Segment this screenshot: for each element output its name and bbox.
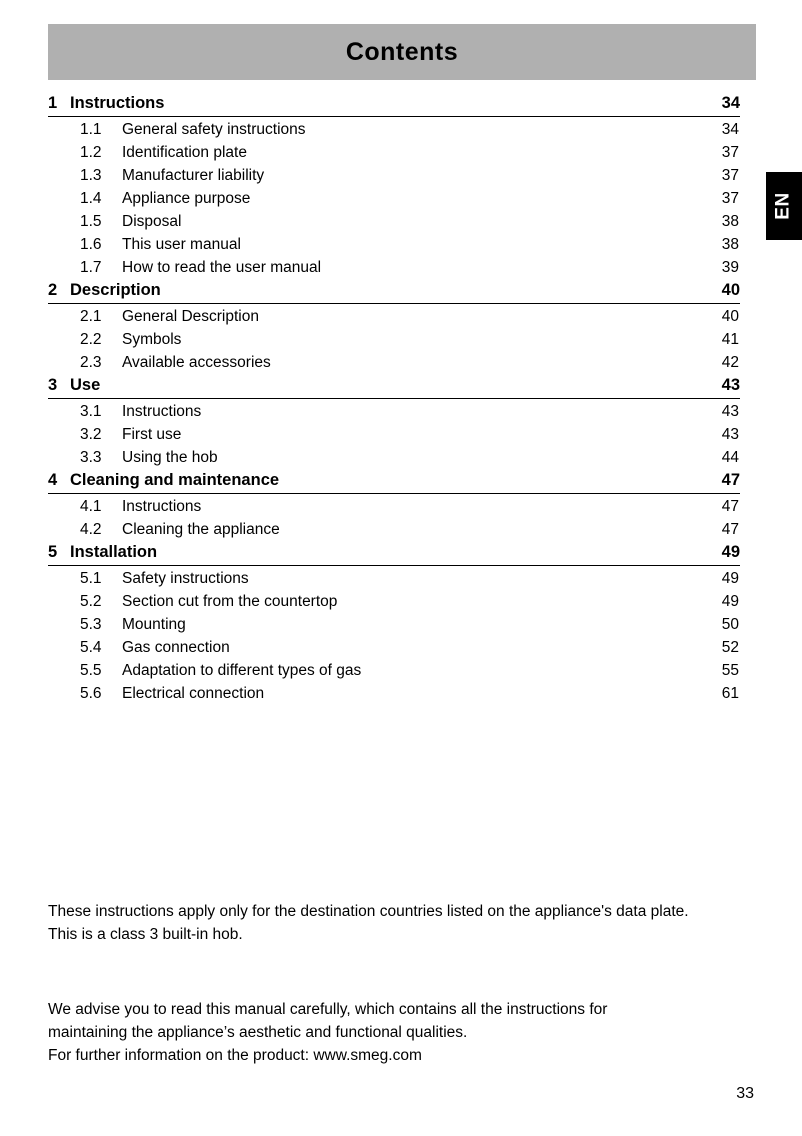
toc-entry-title: Symbols <box>122 330 182 348</box>
notes-block <box>48 900 760 1067</box>
toc-entry-title: Appliance purpose <box>122 189 251 207</box>
toc-entry-number: 5.2 <box>80 592 102 610</box>
toc-entry-title: Gas connection <box>122 638 230 656</box>
toc-entry-number: 2.2 <box>80 330 102 348</box>
toc-entry-page: 49 <box>721 592 739 610</box>
toc-chapter-number: 4 <box>48 471 58 489</box>
toc-entry-page: 52 <box>721 638 739 656</box>
toc-entry[interactable] <box>48 446 740 469</box>
toc-chapter-number: 2 <box>48 281 58 299</box>
toc-entry-title: Adaptation to different types of gas <box>122 661 362 679</box>
toc-chapter-number: 5 <box>48 543 58 561</box>
toc-entry[interactable] <box>48 495 740 518</box>
toc-entry-number: 5.5 <box>80 661 102 679</box>
toc-entry-title: Instructions <box>122 497 202 515</box>
toc-entry-title: Identification plate <box>122 143 247 161</box>
toc-entry-number: 5.6 <box>80 684 102 702</box>
toc-entry-page: 38 <box>721 235 739 253</box>
note-line-3: We advise you to read this manual carefully, which contains all the instructions for <box>48 1001 608 1018</box>
toc-chapter-page: 34 <box>721 94 740 112</box>
toc-entry-number: 4.2 <box>80 520 102 538</box>
toc-entry-title: General Description <box>122 307 259 325</box>
toc-chapter[interactable] <box>48 469 740 494</box>
notes-spacer <box>48 946 760 998</box>
toc-entry-number: 1.3 <box>80 166 102 184</box>
toc-entry[interactable] <box>48 659 740 682</box>
toc-entry-number: 3.1 <box>80 402 102 420</box>
toc-entry-number: 5.4 <box>80 638 102 656</box>
toc-entry-title: Instructions <box>122 402 202 420</box>
toc-chapter-title: Installation <box>70 543 158 561</box>
page-title: Contents <box>345 37 459 66</box>
toc-entry-page: 37 <box>721 166 739 184</box>
toc-entry[interactable] <box>48 233 740 256</box>
toc-entry-number: 2.3 <box>80 353 102 371</box>
language-tab-en <box>766 172 802 240</box>
toc-entry-page: 42 <box>721 353 739 371</box>
toc-entry[interactable] <box>48 256 740 279</box>
toc-entry-number: 2.1 <box>80 307 102 325</box>
toc-entry-title: Disposal <box>122 212 182 230</box>
toc-entry-title: Available accessories <box>122 353 271 371</box>
toc-entry[interactable] <box>48 400 740 423</box>
toc-chapter-page: 49 <box>721 543 740 561</box>
toc-entry-title: How to read the user manual <box>122 258 322 276</box>
toc-entry-title: Manufacturer liability <box>122 166 265 184</box>
toc-chapter[interactable] <box>48 92 740 117</box>
toc-chapter-title: Instructions <box>70 94 165 112</box>
note-line-1: These instructions apply only for the destination countries listed on the appliance's data plate. <box>48 903 689 920</box>
toc-entry[interactable] <box>48 118 740 141</box>
toc-entry-number: 1.6 <box>80 235 102 253</box>
toc-entry[interactable] <box>48 305 740 328</box>
toc-entry-number: 3.3 <box>80 448 102 466</box>
toc-entry-title: First use <box>122 425 182 443</box>
toc-chapter-page: 47 <box>721 471 740 489</box>
toc-entry-page: 40 <box>721 307 739 325</box>
toc-entry-title: Using the hob <box>122 448 218 466</box>
toc-entry[interactable] <box>48 328 740 351</box>
toc-entry-page: 43 <box>721 402 739 420</box>
toc-entry-number: 5.3 <box>80 615 102 633</box>
toc-entry-page: 34 <box>721 120 739 138</box>
toc-entry[interactable] <box>48 518 740 541</box>
note-line-5: For further information on the product: www.smeg.com <box>48 1047 422 1064</box>
note-line-4: maintaining the appliance’s aesthetic and functional qualities. <box>48 1024 468 1041</box>
toc-chapter-title: Use <box>70 376 101 394</box>
language-tab-label: EN <box>773 192 794 220</box>
toc-entry-number: 1.4 <box>80 189 102 207</box>
toc-entry-number: 5.1 <box>80 569 102 587</box>
toc-entry[interactable] <box>48 423 740 446</box>
toc-entry[interactable] <box>48 567 740 590</box>
toc-entry-number: 1.1 <box>80 120 102 138</box>
toc-entry[interactable] <box>48 164 740 187</box>
toc-entry-number: 4.1 <box>80 497 102 515</box>
table-of-contents <box>48 92 740 705</box>
toc-entry-number: 1.5 <box>80 212 102 230</box>
note-line-2: This is a class 3 built-in hob. <box>48 926 243 943</box>
toc-entry[interactable] <box>48 682 740 705</box>
toc-entry[interactable] <box>48 351 740 374</box>
toc-entry-title: Electrical connection <box>122 684 265 702</box>
toc-entry[interactable] <box>48 613 740 636</box>
page-number: 33 <box>736 1085 754 1102</box>
toc-entry-title: Safety instructions <box>122 569 249 587</box>
toc-entry-page: 49 <box>721 569 739 587</box>
toc-entry-page: 41 <box>721 330 739 348</box>
toc-entry-number: 1.2 <box>80 143 102 161</box>
toc-chapter-page: 40 <box>721 281 740 299</box>
toc-chapter[interactable] <box>48 374 740 399</box>
toc-entry[interactable] <box>48 590 740 613</box>
toc-entry[interactable] <box>48 187 740 210</box>
toc-chapter[interactable] <box>48 541 740 566</box>
toc-entry[interactable] <box>48 210 740 233</box>
toc-chapter-number: 1 <box>48 94 58 112</box>
toc-entry-page: 55 <box>721 661 739 679</box>
toc-entry-title: This user manual <box>122 235 241 253</box>
toc-chapter-title: Cleaning and maintenance <box>70 471 280 489</box>
toc-entry-title: Cleaning the appliance <box>122 520 280 538</box>
toc-entry-page: 38 <box>721 212 739 230</box>
toc-entry-page: 50 <box>721 615 739 633</box>
toc-entry-page: 37 <box>721 189 739 207</box>
toc-entry-title: Section cut from the countertop <box>122 592 338 610</box>
toc-entry-page: 47 <box>721 497 739 515</box>
toc-entry-title: General safety instructions <box>122 120 306 138</box>
toc-entry-page: 43 <box>721 425 739 443</box>
toc-entry-number: 3.2 <box>80 425 102 443</box>
toc-entry-page: 47 <box>721 520 739 538</box>
toc-chapter-title: Description <box>70 281 161 299</box>
toc-entry-page: 37 <box>721 143 739 161</box>
toc-entry[interactable] <box>48 636 740 659</box>
toc-chapter-number: 3 <box>48 376 58 394</box>
toc-entry-title: Mounting <box>122 615 186 633</box>
toc-entry-page: 61 <box>721 684 739 702</box>
toc-entry[interactable] <box>48 141 740 164</box>
toc-entry-page: 39 <box>721 258 739 276</box>
toc-entry-page: 44 <box>721 448 739 466</box>
contents-header-bar <box>48 24 756 80</box>
toc-chapter-page: 43 <box>721 376 740 394</box>
toc-chapter[interactable] <box>48 279 740 304</box>
toc-entry-number: 1.7 <box>80 258 102 276</box>
